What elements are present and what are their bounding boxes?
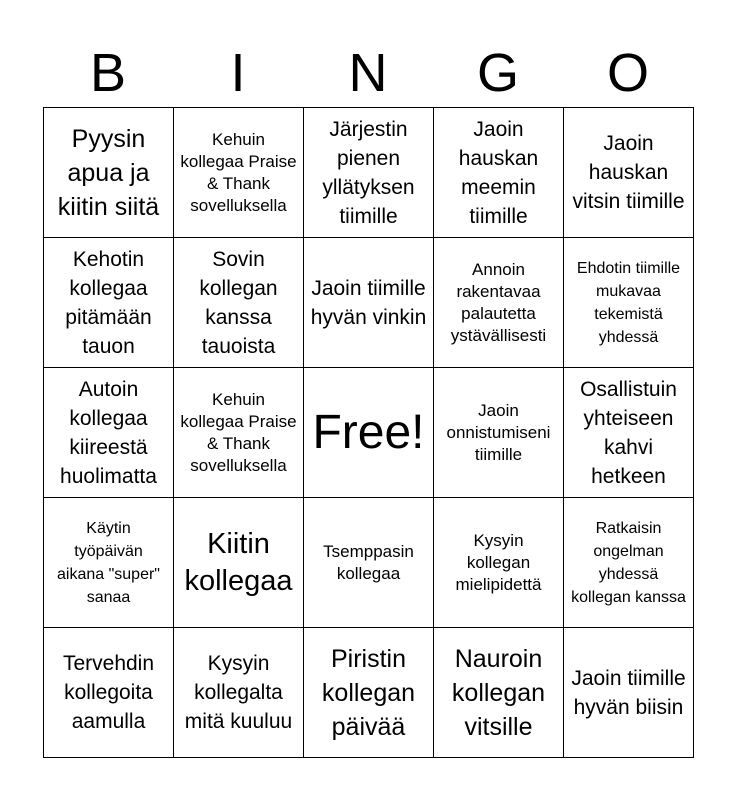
bingo-header xyxy=(43,38,693,108)
bingo-cell[interactable]: Järjestin pienen yllätyksen tiimille xyxy=(303,107,434,238)
bingo-cell[interactable]: Jaoin tiimille hyvän vinkin xyxy=(303,237,434,368)
bingo-cell[interactable]: Pyysin apua ja kiitin siitä xyxy=(43,107,174,238)
bingo-cell[interactable]: Kiitin kollegaa xyxy=(173,497,304,628)
header-letter-b: B xyxy=(89,43,127,103)
bingo-cell[interactable]: Jaoin hauskan meemin tiimille xyxy=(433,107,564,238)
bingo-cell[interactable]: Käytin työpäivän aikana "super" sanaa xyxy=(43,497,174,628)
bingo-cell[interactable]: Tervehdin kollegoita aamulla xyxy=(43,627,174,758)
bingo-cell[interactable]: Kehuin kollegaa Praise & Thank sovelluksella xyxy=(173,367,304,498)
header-letter-o: O xyxy=(606,43,649,103)
bingo-cell[interactable]: Jaoin hauskan vitsin tiimille xyxy=(563,107,694,238)
bingo-cell[interactable]: Jaoin onnistumiseni tiimille xyxy=(433,367,564,498)
bingo-cell[interactable]: Autoin kollegaa kiireestä huolimatta xyxy=(43,367,174,498)
header-letter-n: N xyxy=(348,43,388,103)
bingo-cell[interactable]: Kysyin kollegalta mitä kuuluu xyxy=(173,627,304,758)
bingo-cell[interactable]: Annoin rakentavaa palautetta ystävällisesti xyxy=(433,237,564,368)
bingo-cell[interactable]: Kehuin kollegaa Praise & Thank sovelluksella xyxy=(173,107,304,238)
bingo-cell[interactable]: Nauroin kollegan vitsille xyxy=(433,627,564,758)
bingo-cell[interactable]: Sovin kollegan kanssa tauoista xyxy=(173,237,304,368)
bingo-cell[interactable]: Jaoin tiimille hyvän biisin xyxy=(563,627,694,758)
bingo-cell[interactable]: Piristin kollegan päivää xyxy=(303,627,434,758)
header-letter-g: G xyxy=(476,43,519,103)
bingo-cell[interactable]: Ratkaisin ongelman yhdessä kollegan kanssa xyxy=(563,497,694,628)
bingo-cell[interactable]: Ehdotin tiimille mukavaa tekemistä yhdessä xyxy=(563,237,694,368)
bingo-cell[interactable]: Kysyin kollegan mielipidettä xyxy=(433,497,564,628)
bingo-cell[interactable]: Osallistuin yhteiseen kahvi hetkeen xyxy=(563,367,694,498)
header-letter-i: I xyxy=(230,43,246,103)
bingo-cell[interactable]: Kehotin kollegaa pitämään tauon xyxy=(43,237,174,368)
bingo-grid xyxy=(43,107,693,757)
free-cell[interactable]: Free! xyxy=(303,367,434,498)
bingo-cell[interactable]: Tsemppasin kollegaa xyxy=(303,497,434,628)
